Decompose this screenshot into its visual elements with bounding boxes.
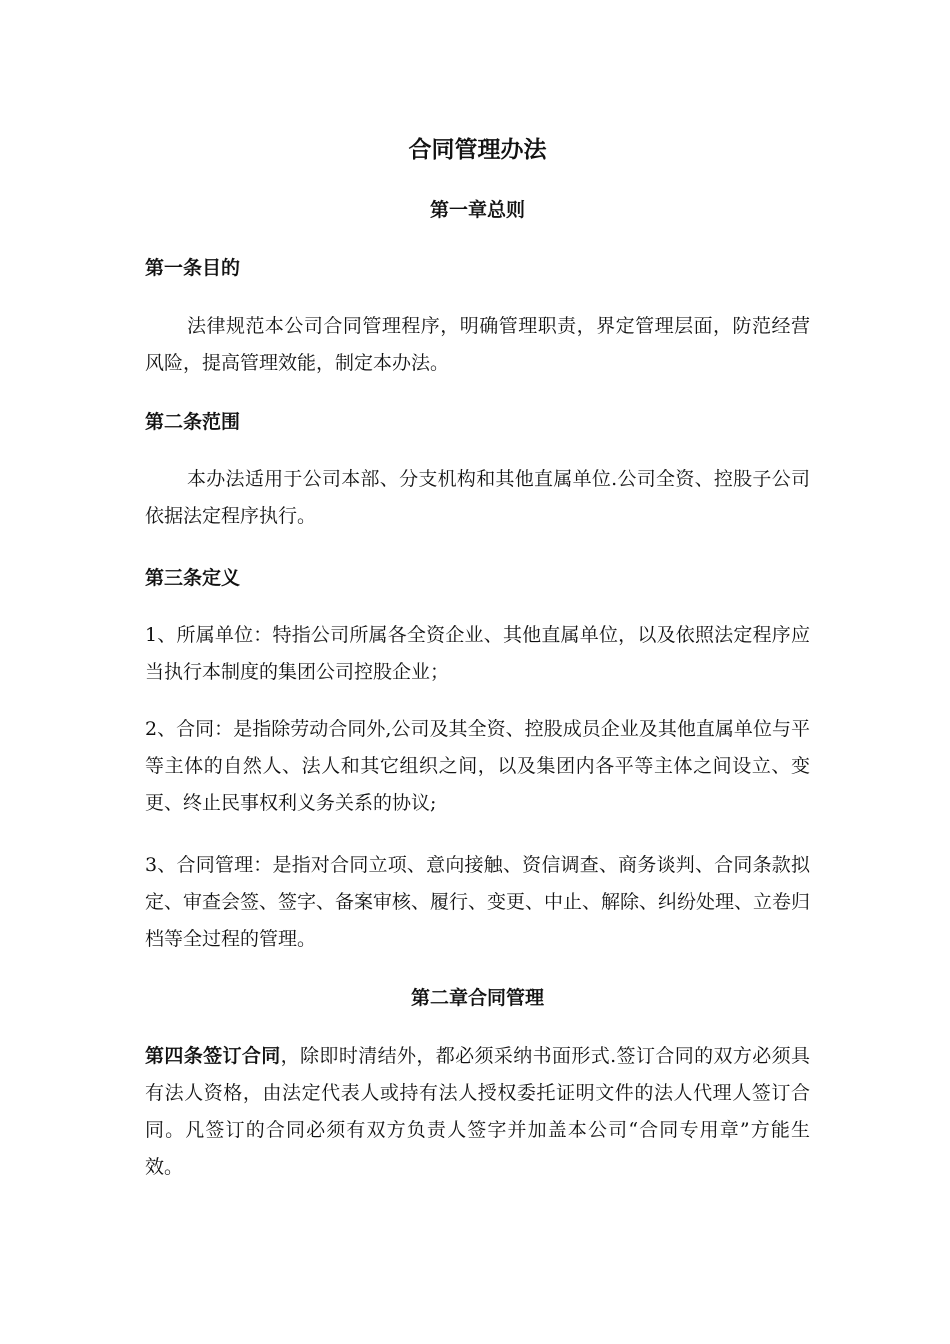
article-2-heading: 第二条范围 [145,411,241,433]
document-title: 合同管理办法 [408,137,547,163]
chapter-2-heading: 第二章合同管理 [410,987,544,1009]
chapter-1-heading: 第一章总则 [429,199,525,221]
article-1-body: 法律规范本公司合同管理程序，明确管理职责，界定管理层面，防范经营风险，提高管理效能，制定本办法。 [145,315,810,374]
article-3-heading: 第三条定义 [145,567,241,589]
definition-item-1: 1、所属单位：特指公司所属各全资企业、其他直属单位，以及依照法定程序应当执行本制度的集团公司控股企业； [145,624,810,683]
definition-item-2: 2、合同：是指除劳动合同外,公司及其全资、控股成员企业及其他直属单位与平等主体的自然人、法人和其它组织之间，以及集团内各平等主体之间设立、变更、终止民事权利义务关系的协议; [145,718,810,814]
article-1-heading: 第一条目的 [145,257,241,279]
definition-item-3: 3、合同管理：是指对合同立项、意向接触、资信调查、商务谈判、合同条款拟定、审查会签、签字、备案审核、履行、变更、中止、解除、纠纷处理、立卷归档等全过程的管理。 [145,854,811,950]
article-2-body: 本办法适用于公司本部、分支机构和其他直属单位.公司全资、控股子公司依据法定程序执行。 [145,468,810,527]
article-4-heading: 第四条签订合同 [145,1045,281,1067]
article-4-body: ，除即时清结外，都必须采纳书面形式.签订合同的双方必须具有法人资格，由法定代表人或持有法人授权委托证明文件的法人代理人签订合同。凡签订的合同必须有双方负责人签字并加盖本公司“合同专用章”方能生效。 [145,1045,810,1178]
article-4-paragraph [145,1038,810,1186]
